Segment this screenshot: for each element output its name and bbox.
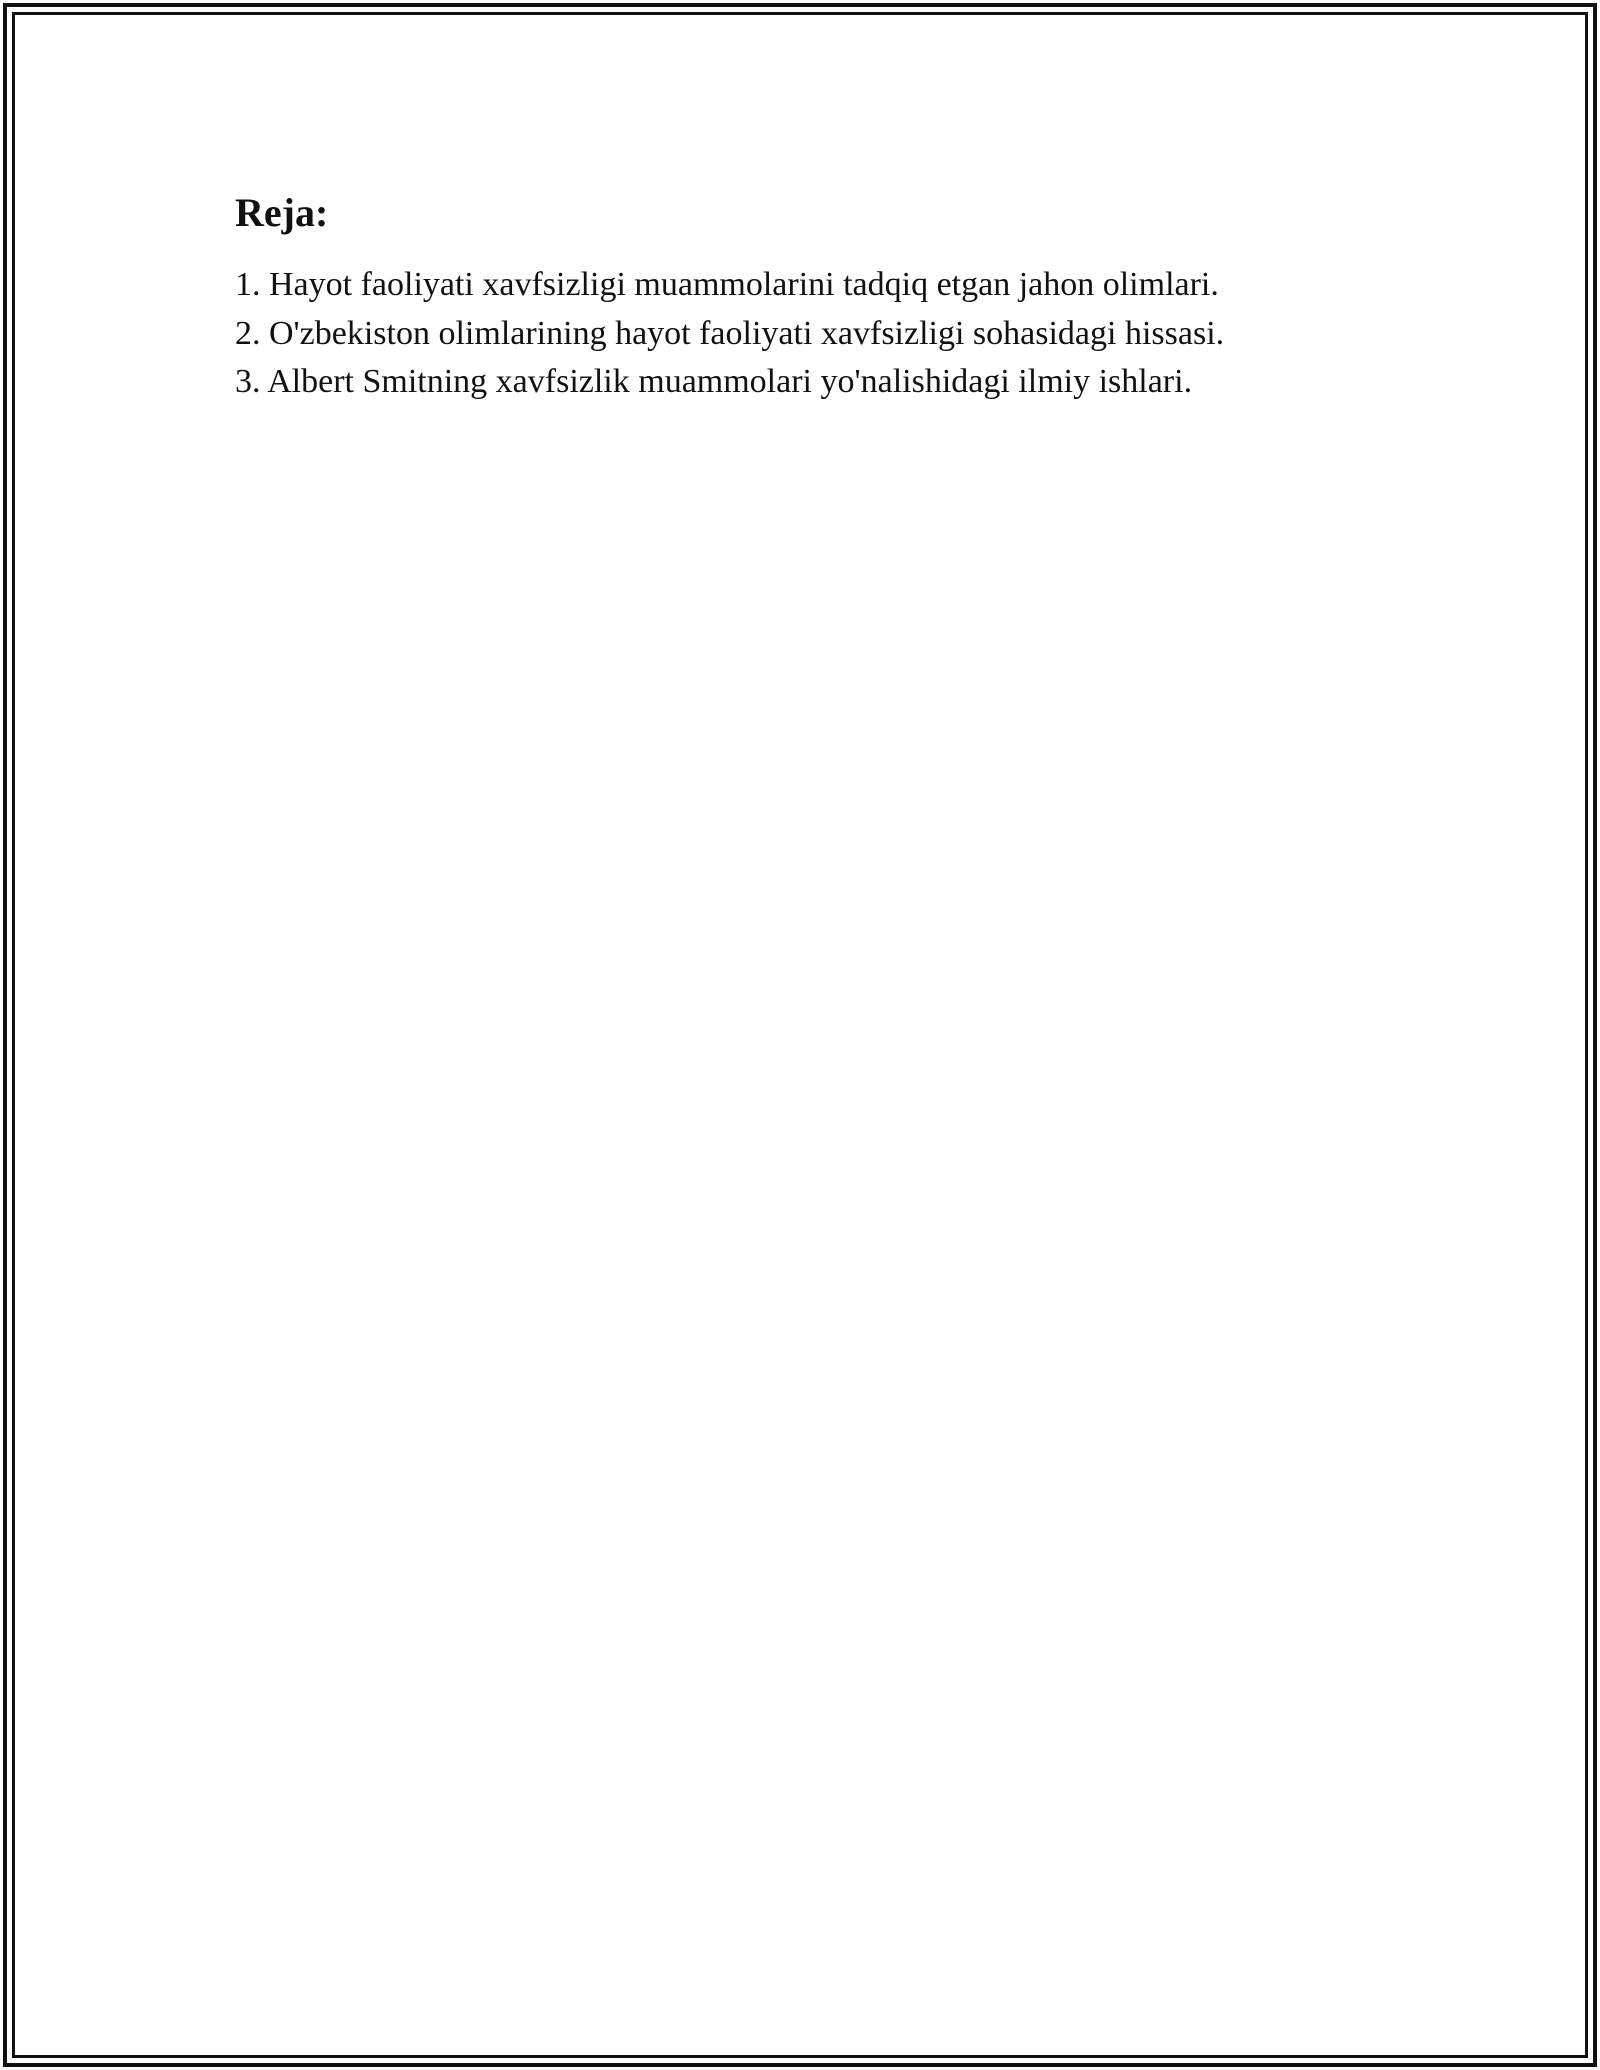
document-body (235, 185, 1435, 407)
plan-list (235, 261, 1435, 407)
plan-item-1: 1. Hayot faoliyati xavfsizligi muammolarini tadqiq etgan jahon olimlari. (235, 266, 1219, 303)
plan-heading: Reja: (235, 190, 329, 235)
plan-item-2: 2. O'zbekiston olimlarining hayot faoliyati xavfsizligi sohasidagi hissasi. (235, 314, 1225, 352)
plan-item-3: 3. Albert Smitning xavfsizlik muammolari yo'nalishidagi ilmiy ishlari. (235, 363, 1193, 400)
